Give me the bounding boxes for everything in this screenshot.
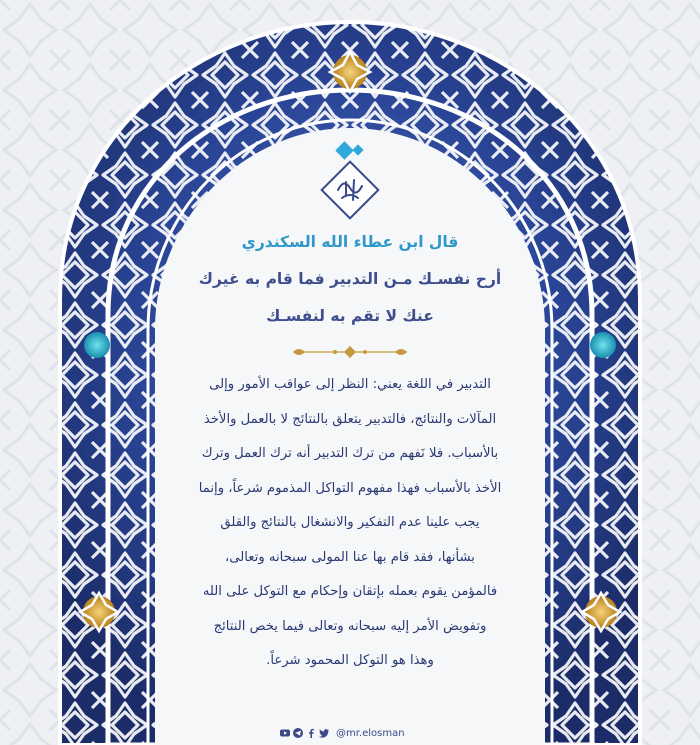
body-line-4: الأخذ بالأسباب فهذا مفهوم التواكل المذموم شرعاً، وإنما [198,481,502,496]
body-line-9: وهذا هو التوكل المحمود شرعاً. [266,653,434,668]
facebook-icon[interactable] [306,728,316,738]
body-line-2: المآلات والنتائج، فالتدبير يتعلق بالنتائج لا بالعمل والأخذ [203,412,497,427]
body-line-3: بالأسباب. فلا نَفهم من ترك التدبير أنه ترك العمل وترك [201,446,499,461]
quote-line-2: عنك لا تقم به لنفسـك [266,307,434,325]
teal-star-right [590,332,616,358]
youtube-icon[interactable] [280,728,290,738]
teal-star-left [84,332,110,358]
content-area [150,140,550,740]
body-line-7: فالمؤمن يقوم بعمله بإتقان وإحكام مع التوكل على الله [202,584,498,599]
ornament-divider [285,345,415,359]
body-line-6: بشأنها، فقد قام بها عنا المولى سبحانه وتعالى، [225,550,475,565]
twitter-icon[interactable] [319,728,329,738]
social-handle: @mr.elosman [336,727,405,739]
social-footer [280,726,405,740]
telegram-icon[interactable] [293,728,303,738]
attribution: قال ابن عطاء الله السكندري [241,233,459,251]
body-line-1: التدبير في اللغة يعني: النظر إلى عواقب الأمور وإلى [209,377,491,392]
body-line-8: وتفويض الأمر إليه سبحانه وتعالى فيما يخص النتائج [213,619,487,634]
body-line-5: يجب علينا عدم التفكير والانشغال بالنتائج والقلق [220,515,480,530]
quote-line-1: أرح نفسـك مـن التدبير فما قام به غيرك [198,270,502,288]
calligraphy-logo-icon [320,140,380,220]
